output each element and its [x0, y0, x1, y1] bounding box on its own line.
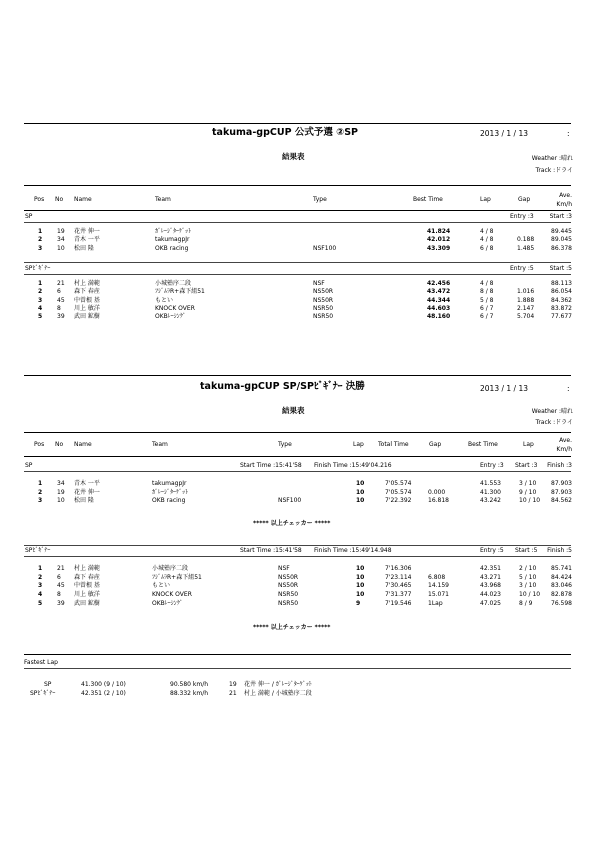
cell-no: 19 — [57, 488, 65, 496]
cell-lap: 4 / 8 — [480, 228, 494, 235]
final-weather: Weather :晴れ — [531, 408, 573, 415]
header-team: Team — [155, 196, 171, 203]
cell-type: NS50R — [313, 288, 334, 296]
cell-no: 8 — [57, 591, 61, 599]
cell-total-time: 7'23.114 — [385, 573, 412, 581]
class-start: Start :5 — [515, 547, 538, 554]
cell-team: OKB racing — [155, 244, 189, 252]
fastest-no: 21 — [229, 689, 237, 697]
class-start: Start :5 — [549, 265, 572, 272]
cell-best-time: 44.603 — [427, 304, 451, 312]
divider — [24, 262, 571, 263]
fastest-time: 42.351 (2 / 10) — [81, 689, 126, 697]
cell-name: 花井 伸一 — [74, 488, 100, 496]
cell-total-time: 7'31.377 — [385, 591, 412, 599]
cell-gap: 1.016 — [517, 288, 535, 296]
cell-total-time: 7'05.574 — [385, 480, 412, 487]
cell-lap: 6 / 7 — [480, 313, 494, 321]
cell-best-time: 44.023 — [480, 591, 501, 599]
fastest-speed: 88.332 km/h — [170, 689, 209, 697]
cell-gap: 15.071 — [428, 591, 449, 599]
cell-total-time: 7'16.306 — [385, 565, 412, 572]
cell-type: NSF — [313, 280, 325, 287]
final-time-mark: : — [567, 384, 570, 393]
divider — [24, 375, 571, 376]
cell-lap: 5 / 8 — [480, 296, 494, 304]
class-start-time: Start Time :15:41'58 — [240, 547, 302, 554]
qualifying-track: Track :ドライ — [535, 167, 573, 174]
cell-team: 小城塾序二段 — [155, 280, 192, 287]
cell-gap: 16.818 — [428, 497, 449, 505]
cell-ave: 83.872 — [551, 304, 572, 312]
cell-no: 21 — [57, 280, 65, 287]
header-total-time: Total Time — [378, 441, 409, 448]
header-ave: Ave. — [559, 437, 572, 444]
cell-gap: 0.000 — [428, 488, 446, 496]
cell-name: 武田 鉱樹 — [74, 599, 100, 607]
divider — [24, 545, 571, 546]
cell-name: 村上 満範 — [74, 565, 100, 572]
cell-gap: 1Lap — [428, 599, 443, 607]
qualifying-weather: Weather :晴れ — [531, 155, 573, 162]
cell-gap: 14.159 — [428, 582, 449, 590]
cell-pos: 4 — [38, 304, 43, 312]
fastest-time: 41.300 (9 / 10) — [81, 681, 126, 688]
class-start: Start :3 — [549, 213, 572, 220]
cell-gap: 2.147 — [517, 304, 535, 312]
header-best-lap: Lap — [523, 441, 534, 448]
cell-pos: 5 — [38, 313, 43, 321]
cell-pos: 4 — [38, 591, 43, 599]
cell-team: ｶﾞﾚｰｼﾞﾀｰｹﾞｯﾄ — [155, 228, 192, 235]
cell-name: 花井 伸一 — [74, 228, 100, 235]
divider — [24, 185, 571, 186]
cell-best-time: 41.553 — [480, 480, 501, 487]
qualifying-subtitle: 結果表 — [282, 152, 305, 161]
cell-no: 45 — [57, 296, 65, 304]
cell-pos: 1 — [38, 228, 43, 235]
cell-ave: 76.598 — [551, 599, 572, 607]
class-entry: Entry :3 — [510, 213, 534, 220]
cell-ave: 85.741 — [551, 565, 572, 572]
header-pos: Pos — [34, 441, 45, 448]
cell-pos: 5 — [38, 599, 43, 607]
cell-team: OKBﾚｰｼﾝｸﾞ — [152, 599, 183, 607]
cell-best-time: 47.025 — [480, 599, 501, 607]
cell-gap: 5.704 — [517, 313, 535, 321]
divider — [24, 274, 571, 275]
cell-name: 中曽根 基 — [74, 582, 100, 590]
final-date: 2013 / 1 / 13 — [480, 384, 528, 393]
header-no: No — [55, 196, 64, 203]
class-name: SP — [25, 213, 33, 220]
divider — [24, 654, 571, 655]
cell-laps: 10 — [356, 497, 365, 505]
cell-total-time: 7'30.465 — [385, 582, 412, 590]
class-entry: Entry :3 — [480, 462, 504, 469]
class-name: SPﾋﾞｷﾞﾅｰ — [25, 547, 51, 554]
cell-laps: 10 — [356, 573, 365, 581]
cell-best-time: 43.271 — [480, 573, 501, 581]
class-finish-time: Finish Time :15:49'14.948 — [314, 547, 392, 554]
cell-team: KNOCK OVER — [152, 591, 192, 599]
header-type: Type — [278, 441, 292, 448]
cell-best-time: 43.309 — [427, 244, 451, 252]
header-kmh: Km/h — [556, 446, 572, 453]
final-track: Track :ドライ — [535, 419, 573, 426]
cell-pos: 2 — [38, 488, 43, 496]
cell-no: 39 — [57, 599, 65, 607]
cell-team: ﾌｼﾞﾑﾗR+森下組51 — [152, 573, 202, 581]
cell-no: 45 — [57, 582, 65, 590]
fastest-driver: 村上 満範 / 小城塾序二段 — [244, 689, 312, 697]
cell-laps: 10 — [356, 591, 365, 599]
cell-type: NSR50 — [313, 304, 334, 312]
cell-name: 青木 一平 — [74, 480, 100, 487]
header-best-time: Best Time — [468, 441, 498, 448]
cell-name: 青木 一平 — [74, 236, 100, 244]
cell-team: takumagpJr — [155, 236, 190, 244]
cell-pos: 2 — [38, 236, 43, 244]
cell-name: 村上 満範 — [74, 280, 100, 287]
cell-pos: 1 — [38, 280, 43, 287]
class-start-time: Start Time :15:41'58 — [240, 462, 302, 469]
cell-best-lap: 3 / 10 — [519, 582, 537, 590]
cell-pos: 2 — [38, 573, 43, 581]
header-name: Name — [74, 196, 92, 203]
header-no: No — [55, 441, 64, 448]
divider — [24, 210, 571, 211]
cell-pos: 3 — [38, 296, 43, 304]
final-title: takuma-gpCUP SP/SPﾋﾞｷﾞﾅｰ 決勝 — [200, 381, 365, 392]
cell-type: NSR50 — [278, 591, 299, 599]
fastest-no: 19 — [229, 681, 237, 688]
cell-lap: 8 / 8 — [480, 288, 494, 296]
cell-pos: 1 — [38, 565, 43, 572]
cell-type: NSF — [278, 565, 290, 572]
cell-lap: 6 / 8 — [480, 244, 494, 252]
cell-laps: 9 — [356, 599, 361, 607]
divider — [24, 456, 571, 457]
cell-gap: 0.188 — [517, 236, 535, 244]
class-finish: Finish :5 — [547, 547, 572, 554]
cell-best-lap: 10 / 10 — [519, 497, 541, 505]
cell-laps: 10 — [356, 582, 365, 590]
cell-type: NSR50 — [313, 313, 334, 321]
cell-type: NSF100 — [313, 244, 337, 252]
cell-best-lap: 8 / 9 — [519, 599, 533, 607]
cell-best-time: 41.824 — [427, 228, 451, 235]
cell-ave: 89.045 — [551, 236, 572, 244]
cell-ave: 84.562 — [551, 497, 572, 505]
cell-team: もとい — [155, 296, 174, 304]
cell-laps: 10 — [356, 565, 365, 572]
header-type: Type — [313, 196, 327, 203]
header-gap: Gap — [429, 441, 442, 448]
cell-best-lap: 10 / 10 — [519, 591, 541, 599]
cell-ave: 83.046 — [551, 582, 572, 590]
qualifying-time-mark: : — [567, 129, 570, 138]
class-finish: Finish :3 — [547, 462, 572, 469]
cell-no: 6 — [57, 573, 61, 581]
fastest-class: SP — [44, 681, 52, 688]
cell-gap: 1.485 — [517, 244, 535, 252]
cell-pos: 3 — [38, 582, 43, 590]
header-gap: Gap — [518, 196, 531, 203]
cell-pos: 3 — [38, 244, 43, 252]
cell-type: NS50R — [278, 573, 299, 581]
cell-best-time: 42.351 — [480, 565, 501, 572]
divider — [24, 471, 571, 472]
fastest-speed: 90.580 km/h — [170, 681, 209, 688]
cell-no: 21 — [57, 565, 65, 572]
cell-team: takumagpJr — [152, 480, 187, 487]
cell-gap: 6.808 — [428, 573, 446, 581]
cell-name: 森下 春産 — [74, 288, 100, 296]
cell-best-lap: 3 / 10 — [519, 480, 537, 487]
header-name: Name — [74, 441, 92, 448]
qualifying-date: 2013 / 1 / 13 — [480, 129, 528, 138]
class-name: SP — [25, 462, 33, 469]
fastest-driver: 花井 伸一 / ｶﾞﾚｰｼﾞﾀｰｹﾞｯﾄ — [244, 681, 312, 688]
cell-no: 34 — [57, 480, 65, 487]
cell-no: 8 — [57, 304, 61, 312]
cell-total-time: 7'19.546 — [385, 599, 412, 607]
qualifying-title: takuma-gpCUP 公式予選 ②SP — [212, 127, 358, 138]
cell-best-time: 43.968 — [480, 582, 501, 590]
cell-total-time: 7'22.392 — [385, 497, 412, 505]
cell-pos: 3 — [38, 497, 43, 505]
cell-team: OKB racing — [152, 497, 186, 505]
class-finish-time: Finish Time :15:49'04.216 — [314, 462, 392, 469]
header-lap: Lap — [353, 441, 364, 448]
cell-ave: 88.113 — [551, 280, 572, 287]
divider — [24, 556, 571, 557]
divider — [24, 123, 571, 124]
divider — [24, 668, 571, 669]
cell-ave: 84.362 — [551, 296, 572, 304]
cell-gap: 1.888 — [517, 296, 535, 304]
divider — [24, 222, 571, 223]
cell-ave: 89.445 — [551, 228, 572, 235]
cell-best-lap: 5 / 10 — [519, 573, 537, 581]
class-entry: Entry :5 — [480, 547, 504, 554]
cell-best-time: 44.344 — [427, 296, 451, 304]
cell-laps: 10 — [356, 480, 365, 487]
cell-team: ｶﾞﾚｰｼﾞﾀｰｹﾞｯﾄ — [152, 488, 189, 496]
cell-no: 10 — [57, 244, 65, 252]
cell-no: 34 — [57, 236, 65, 244]
final-subtitle: 結果表 — [282, 406, 305, 415]
checker-line: ***** 以上チェッカー ***** — [253, 520, 331, 527]
header-kmh: Km/h — [556, 201, 572, 208]
cell-best-lap: 2 / 10 — [519, 565, 537, 572]
cell-ave: 86.054 — [551, 288, 572, 296]
cell-best-time: 43.472 — [427, 288, 451, 296]
cell-best-time: 41.300 — [480, 488, 501, 496]
cell-name: 川上 敏洋 — [74, 591, 100, 599]
cell-ave: 87.903 — [551, 480, 572, 487]
cell-team: 小城塾序二段 — [152, 565, 189, 572]
cell-lap: 4 / 8 — [480, 280, 494, 287]
cell-type: NS50R — [313, 296, 334, 304]
header-pos: Pos — [34, 196, 45, 203]
cell-name: 松田 隆 — [74, 244, 94, 252]
fastest-class: SPﾋﾞｷﾞﾅｰ — [30, 689, 56, 697]
cell-total-time: 7'05.574 — [385, 488, 412, 496]
cell-pos: 2 — [38, 288, 43, 296]
cell-pos: 1 — [38, 480, 43, 487]
class-start: Start :3 — [515, 462, 538, 469]
cell-best-time: 42.012 — [427, 236, 451, 244]
header-lap: Lap — [480, 196, 491, 203]
cell-best-time: 48.160 — [427, 313, 451, 321]
cell-no: 19 — [57, 228, 65, 235]
cell-no: 6 — [57, 288, 61, 296]
cell-name: 武田 鉱樹 — [74, 313, 100, 321]
cell-lap: 6 / 7 — [480, 304, 494, 312]
cell-team: KNOCK OVER — [155, 304, 195, 312]
cell-name: 川上 敏洋 — [74, 304, 100, 312]
cell-name: 森下 春産 — [74, 573, 100, 581]
cell-lap: 4 / 8 — [480, 236, 494, 244]
checker-line: ***** 以上チェッカー ***** — [253, 624, 331, 631]
cell-name: 中曽根 基 — [74, 296, 100, 304]
cell-ave: 87.903 — [551, 488, 572, 496]
cell-team: もとい — [152, 582, 171, 590]
cell-type: NSR50 — [278, 599, 299, 607]
cell-best-time: 43.242 — [480, 497, 501, 505]
cell-team: ﾌｼﾞﾑﾗR+森下組51 — [155, 288, 205, 296]
header-ave: Ave. — [559, 192, 572, 199]
cell-team: OKBﾚｰｼﾝｸﾞ — [155, 313, 186, 321]
header-best-time: Best Time — [413, 196, 443, 203]
cell-ave: 82.878 — [551, 591, 572, 599]
cell-name: 松田 隆 — [74, 497, 94, 505]
cell-laps: 10 — [356, 488, 365, 496]
cell-ave: 77.677 — [551, 313, 572, 321]
cell-no: 39 — [57, 313, 65, 321]
cell-best-lap: 9 / 10 — [519, 488, 537, 496]
fastest-lap-title: Fastest Lap — [24, 659, 58, 666]
divider — [24, 432, 571, 433]
cell-no: 10 — [57, 497, 65, 505]
cell-ave: 86.378 — [551, 244, 572, 252]
class-entry: Entry :5 — [510, 265, 534, 272]
cell-ave: 84.424 — [551, 573, 572, 581]
cell-type: NS50R — [278, 582, 299, 590]
header-team: Team — [152, 441, 168, 448]
cell-best-time: 42.456 — [427, 280, 451, 287]
cell-type: NSF100 — [278, 497, 302, 505]
class-name: SPﾋﾞｷﾞﾅｰ — [25, 265, 51, 272]
